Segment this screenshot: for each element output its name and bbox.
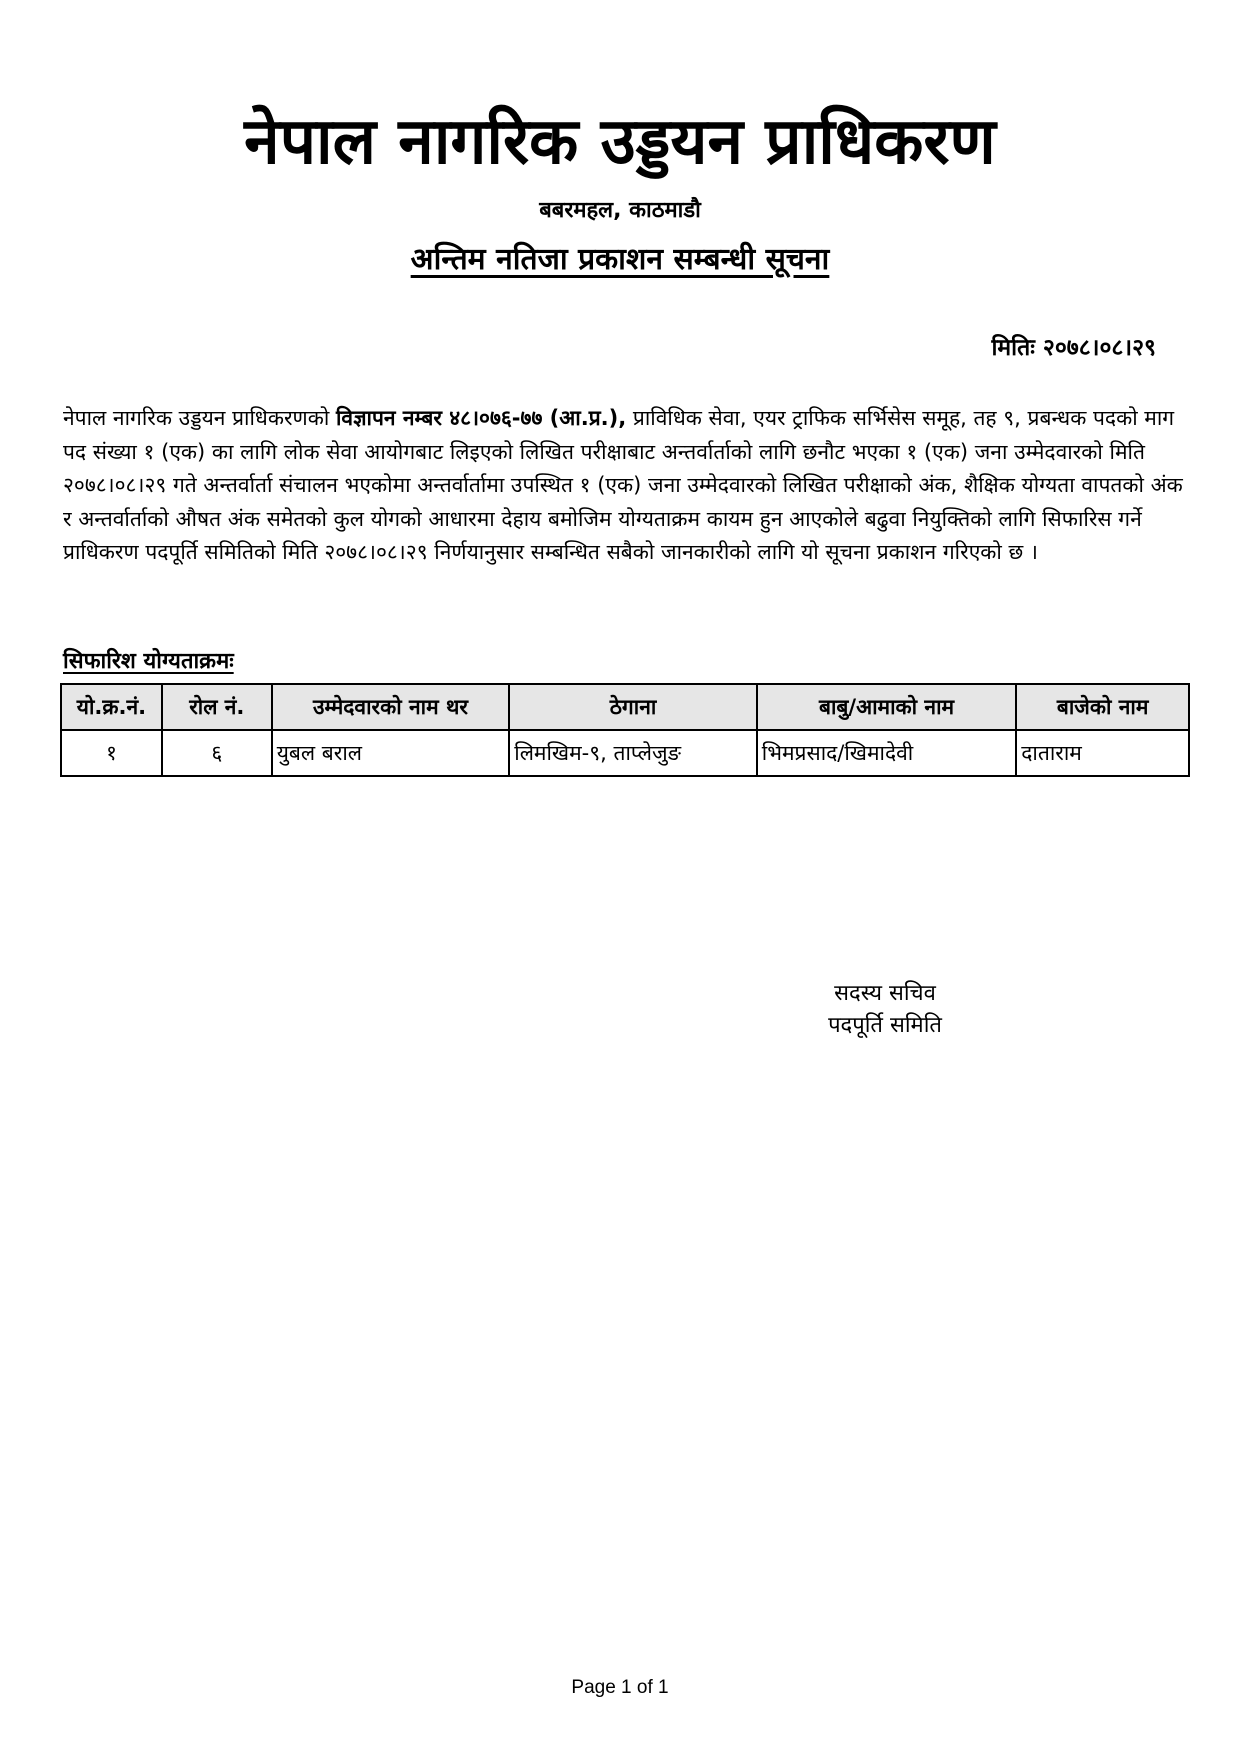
body-intro: नेपाल नागरिक उड्डयन प्राधिकरणको [63, 406, 336, 430]
header-candidate-name: उम्मेदवारको नाम थर [272, 684, 510, 730]
signature-committee: पदपूर्ति समिति [828, 1013, 942, 1038]
organization-title: नेपाल नागरिक उड्डयन प्राधिकरण [244, 105, 996, 179]
header-parents-name: बाबु/आमाको नाम [757, 684, 1016, 730]
cell-serial-number: १ [61, 730, 162, 776]
cell-candidate-name: युबल बराल [272, 730, 510, 776]
cell-parents-name: भिमप्रसाद/खिमादेवी [757, 730, 1016, 776]
signature-title: सदस्य सचिव [834, 981, 936, 1006]
table-row [61, 730, 1189, 776]
recommendation-list-label: सिफारिश योग्यताक्रमः [63, 649, 234, 674]
cell-address: लिमखिम-९, ताप्लेजुङ [509, 730, 757, 776]
header-serial-number: यो.क्र.नं. [61, 684, 162, 730]
cell-roll-number: ६ [162, 730, 272, 776]
header-address: ठेगाना [509, 684, 757, 730]
table-header-row [61, 684, 1189, 730]
advertisement-number: विज्ञापन नम्बर ४८।०७६-७७ (आ.प्र.), [335, 406, 627, 430]
cell-grandfather-name: दाताराम [1016, 730, 1189, 776]
notice-date: मितिः २०७८।०८।२९ [991, 335, 1156, 361]
notice-heading [0, 240, 1240, 280]
notice-heading-text: अन्तिम नतिजा प्रकाशन सम्बन्धी सूचना [410, 242, 830, 277]
signature-block [800, 978, 970, 1042]
results-table [60, 683, 1190, 777]
body-details: प्राविधिक सेवा, एयर ट्राफिक सर्भिसेस समूह, तह ९, प्रबन्धक पदको माग पद संख्या १ (एक) का लागि लोक सेवा आयोगबाट लिइएको लिखित परीक्षाबाट अन्तर्वार्ताको लागि छनौट भएका १ (एक) जना उम्मेदवारको मिति २०७८।०८।२९ गते अन्तर्वार्ता संचालन भएकोमा अन्तर्वार्तामा उपस्थित १ (एक) जना उम्मेदवारको लिखित परीक्षाको अंक, शैक्षिक योग्यता वापतको अंक र अन्तर्वार्ताको औषत अंक समेतको कुल योगको आधारमा देहाय बमोजिम योग्यताक्रम कायम हुन आएकोले बढुवा नियुक्तिको लागि सिफारिस गर्ने प्राधिकरण पदपूर्ति समितिको मिति २०७८।०८।२९ निर्णयानुसार सम्बन्धित सबैको जानकारीको लागि यो सूचना प्रकाशन गरिएको छ । [63, 406, 1183, 564]
organization-address: बबरमहल, काठमाडौ [539, 198, 701, 223]
header-roll-number: रोल नं. [162, 684, 272, 730]
notice-body [63, 402, 1183, 570]
header-grandfather-name: बाजेको नाम [1016, 684, 1189, 730]
page-number: Page 1 of 1 [571, 1677, 669, 1698]
